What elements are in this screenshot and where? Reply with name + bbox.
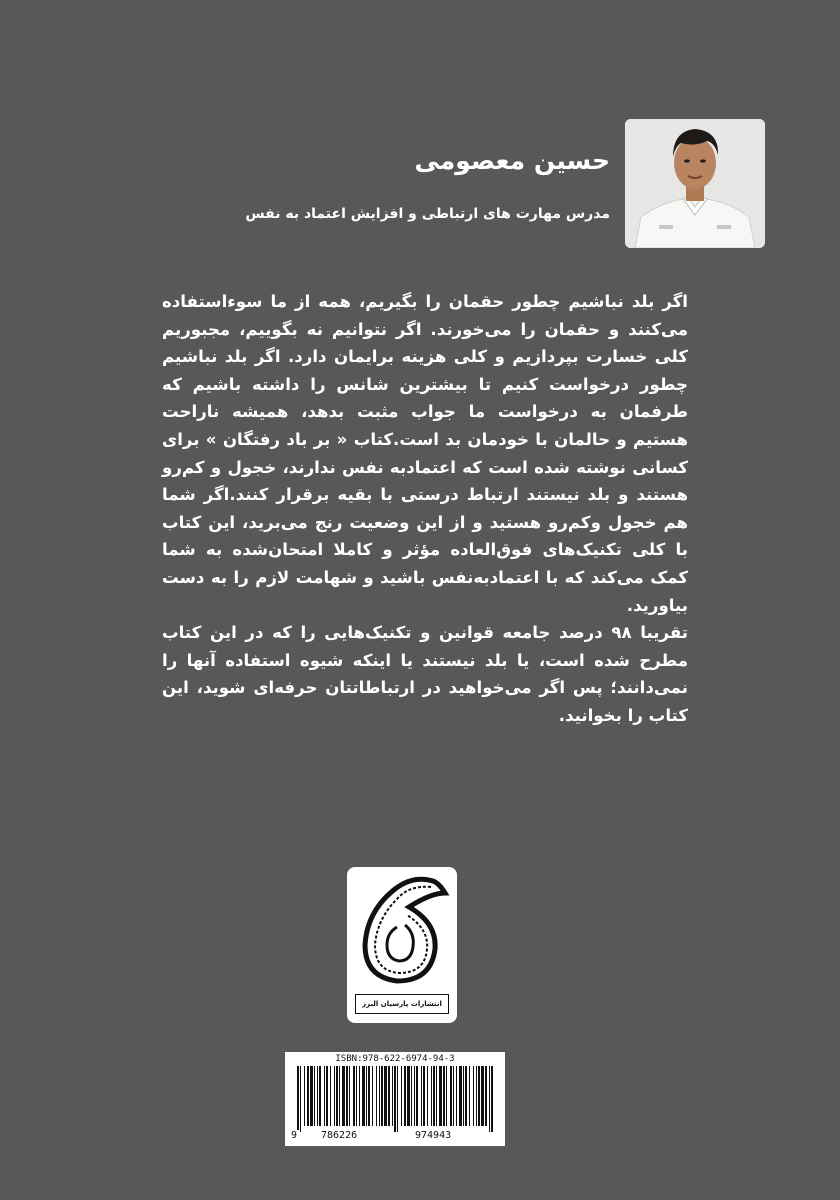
barcode-bar <box>326 1066 328 1126</box>
barcode-bar <box>450 1066 452 1126</box>
barcode-bar <box>356 1066 357 1126</box>
barcode-digits-right: 974943 <box>415 1130 452 1141</box>
barcode-bar <box>456 1066 457 1126</box>
barcode-bar <box>349 1066 350 1126</box>
barcode-bar <box>436 1066 437 1126</box>
barcode-bar <box>297 1066 299 1132</box>
barcode-bar <box>404 1066 406 1126</box>
barcode-bar <box>319 1066 321 1126</box>
barcode-bar <box>376 1066 377 1126</box>
barcode-bar <box>414 1066 415 1126</box>
barcode-bar <box>346 1066 348 1126</box>
barcode-bar <box>469 1066 470 1126</box>
barcode-bar <box>307 1066 309 1126</box>
barcode-bar <box>397 1066 398 1132</box>
barcode-bar <box>304 1066 305 1126</box>
barcode-bar <box>416 1066 418 1126</box>
barcode-bar <box>300 1066 301 1132</box>
barcode-bar <box>342 1066 345 1126</box>
barcode-bar <box>463 1066 464 1126</box>
author-name: حسین معصومی <box>414 146 610 175</box>
isbn-label: ISBN:978-622-6974-94-3 <box>335 1054 455 1064</box>
author-portrait-image <box>625 119 765 248</box>
barcode-digits-left: 786226 <box>321 1130 358 1141</box>
barcode-bar <box>384 1066 387 1126</box>
barcode-bar <box>407 1066 410 1126</box>
barcode-bar <box>314 1066 315 1126</box>
barcode-bar <box>339 1066 340 1126</box>
barcode-bar <box>491 1066 493 1132</box>
barcode-bar <box>421 1066 422 1126</box>
barcode-bar <box>411 1066 412 1126</box>
barcode-bar <box>353 1066 355 1126</box>
barcode-bar <box>336 1066 338 1126</box>
barcode-bar <box>465 1066 467 1126</box>
barcode-bars <box>297 1066 493 1132</box>
barcode-bar <box>485 1066 487 1126</box>
barcode-bar <box>433 1066 435 1126</box>
barcode-bar <box>427 1066 428 1126</box>
barcode-bar <box>459 1066 462 1126</box>
paisley-logo-icon <box>347 867 457 992</box>
barcode-bar <box>317 1066 318 1126</box>
barcode-bar <box>431 1066 432 1126</box>
barcode-bar <box>453 1066 454 1126</box>
barcode-bar <box>379 1066 380 1126</box>
publisher-name: انتشارات پارسیان البرز <box>355 994 449 1014</box>
barcode-bar <box>330 1066 331 1126</box>
barcode-bar <box>372 1066 373 1126</box>
blurb-paragraph-2: تقریبا ۹۸ درصد جامعه قوانین و تکنیک‌هایی را که در این کتاب مطرح شده است، یا بلد نیستند یا اینکه شیوه استفاده آنها را نمی‌دانند؛ پس اگر می‌خواهید در ارتباطاتتان حرفه‌ای شوید، این کتاب را بخوانید. <box>162 623 688 725</box>
barcode-bar <box>388 1066 390 1126</box>
barcode-bar <box>394 1066 396 1132</box>
barcode-bar <box>423 1066 425 1126</box>
back-cover-blurb <box>162 288 688 730</box>
barcode-bar <box>362 1066 365 1126</box>
barcode-bar <box>368 1066 370 1126</box>
barcode-bar <box>392 1066 393 1126</box>
barcode-bar <box>359 1066 360 1126</box>
barcode-bar <box>443 1066 445 1126</box>
barcode-bar <box>476 1066 477 1126</box>
author-photo <box>625 119 765 248</box>
barcode-bar <box>478 1066 480 1126</box>
barcode-digit-lead: 9 <box>291 1130 298 1141</box>
barcode-bar <box>473 1066 474 1126</box>
barcode-bar <box>366 1066 367 1126</box>
barcode-bar <box>310 1066 313 1126</box>
author-subtitle: مدرس مهارت های ارتباطی و افزایش اعتماد به نفس <box>245 206 610 222</box>
barcode-bar <box>334 1066 335 1126</box>
barcode-bar <box>439 1066 442 1126</box>
barcode-bar <box>401 1066 402 1126</box>
publisher-logo <box>347 867 457 1023</box>
isbn-barcode <box>285 1052 505 1146</box>
blurb-paragraph-1: اگر بلد نباشیم چطور حقمان را بگیریم، همه از ما سوءاستفاده می‌کنند و حقمان را می‌خورند. اگر نتوانیم نه بگوییم، مجبوریم کلی خسارت بپردازیم و کلی هزینه برایمان دارد. اگر بلد نباشیم چطور درخواست کنیم تا بیشترین شانس را داشته باشیم که طرفمان به درخواست ما جواب مثبت بدهد، همیشه ناراحت هستیم و حالمان با خودمان بد است.کتاب « بر باد رفتگان » برای کسانی نوشته شده است که اعتمادبه نفس ندارند، خجول و کم‌رو هستند و بلد نیستند ارتباط درستی با بقیه برقرار کنند.اگر شما هم خجول وکم‌رو هستید و از این وضعیت رنج می‌برید، این کتاب با کلی تکنیک‌های فوق‌العاده مؤثر و کاملا امتحان‌شده به شما کمک می‌کند که با اعتمادبه‌نفس باشید و شهامت لازم را به دست بیاورید. <box>162 292 688 615</box>
barcode-bar <box>381 1066 383 1126</box>
barcode-bar <box>324 1066 325 1126</box>
barcode-bar <box>446 1066 447 1126</box>
barcode-bar <box>489 1066 490 1132</box>
barcode-bar <box>481 1066 484 1126</box>
